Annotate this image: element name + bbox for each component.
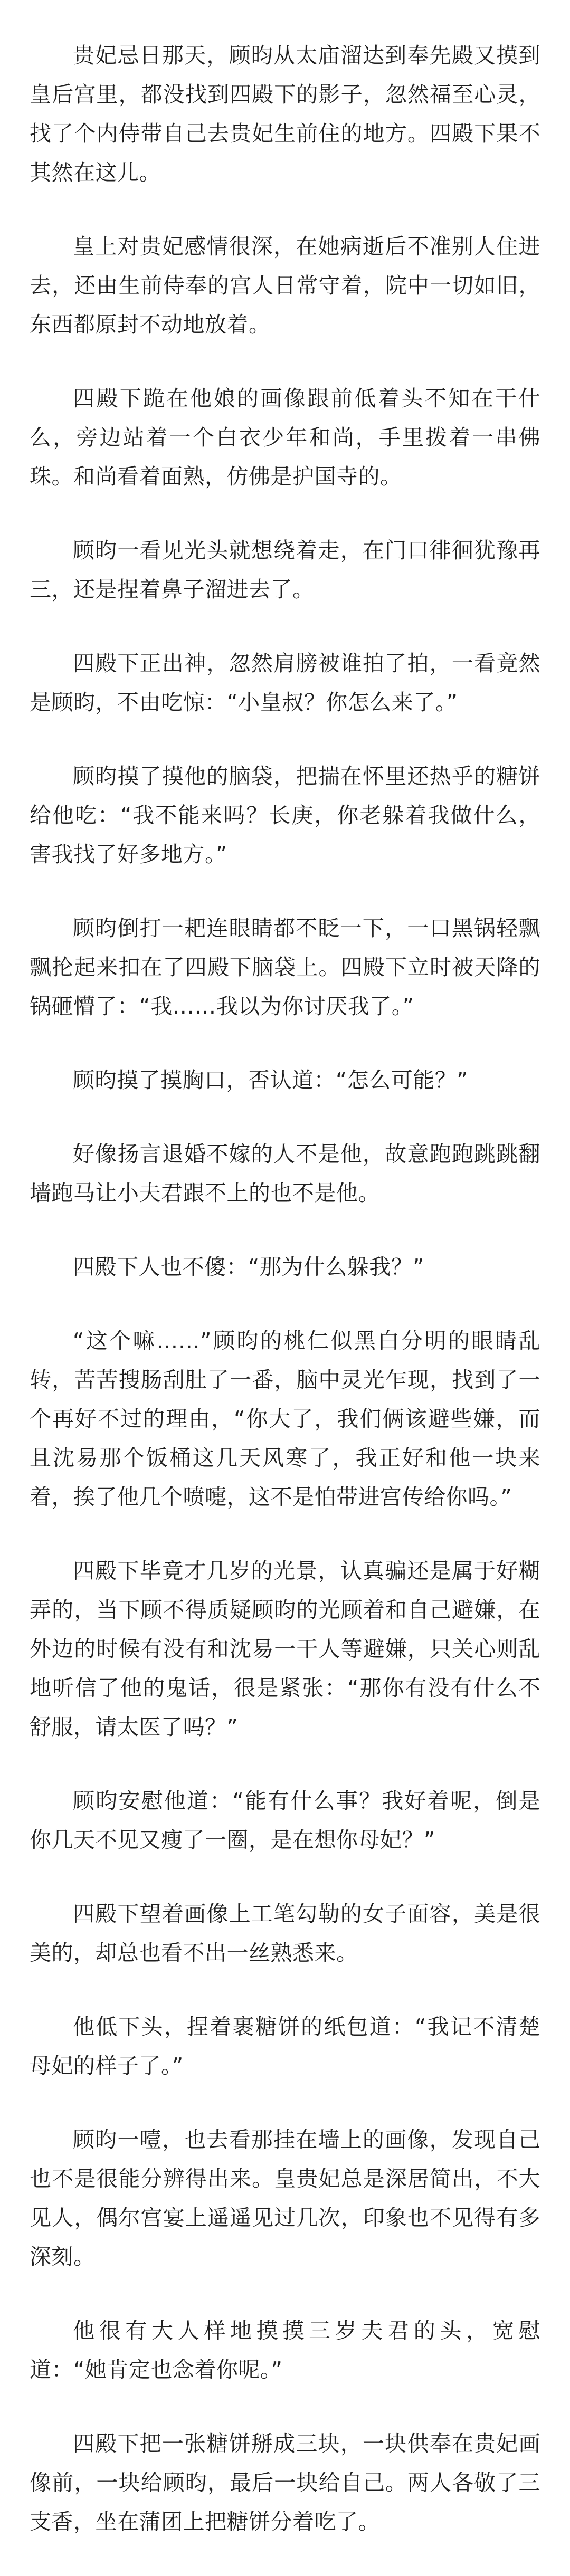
paragraph: 四殿下跪在他娘的画像跟前低着头不知在干什么，旁边站着一个白衣少年和尚，手里拨着一串佛珠。和尚看着面熟，仿佛是护国寺的。	[30, 386, 540, 489]
paragraph: 好像扬言退婚不嫁的人不是他，故意跑跑跳跳翻墙跑马让小夫君跟不上的也不是他。	[30, 1141, 540, 1206]
paragraph: 四殿下把一张糖饼掰成三块，一块供奉在贵妃画像前，一块给顾昀，最后一块给自己。两人各敬了三支香，坐在蒲团上把糖饼分着吃了。	[30, 2431, 540, 2534]
paragraph: 四殿下正出神，忽然肩膀被谁拍了拍，一看竟然是顾昀，不由吃惊：“小皇叔？你怎么来了。”	[30, 651, 540, 715]
paragraph: 他低下头，捏着裹糖饼的纸包道：“我记不清楚母妃的样子了。”	[30, 2014, 540, 2078]
paragraph: 皇上对贵妃感情很深，在她病逝后不准别人住进去，还由生前侍奉的宫人日常守着，院中一切如旧，东西都原封不动地放着。	[30, 234, 540, 337]
paragraph: 四殿下毕竟才几岁的光景，认真骗还是属于好糊弄的，当下顾不得质疑顾昀的光顾着和自己避嫌，在外边的时候有没有和沈易一干人等避嫌，只关心则乱地听信了他的鬼话，很是紧张：“那你有没有什么不舒服，请太医了吗？”	[30, 1558, 540, 1740]
article-body	[30, 36, 540, 2576]
paragraph: 顾昀一噎，也去看那挂在墙上的画像，发现自己也不是很能分辨得出来。皇贵妃总是深居简出，不大见人，偶尔宫宴上遥遥见过几次，印象也不见得有多深刻。	[30, 2127, 540, 2269]
paragraph: 他很有大人样地摸摸三岁夫君的头，宽慰道：“她肯定也念着你呢。”	[30, 2318, 540, 2382]
paragraph: 顾昀摸了摸他的脑袋，把揣在怀里还热乎的糖饼给他吃：“我不能来吗？长庚，你老躲着我做什么，害我找了好多地方。”	[30, 764, 540, 867]
paragraph: 顾昀倒打一耙连眼睛都不眨一下，一口黑锅轻飘飘抡起来扣在了四殿下脑袋上。四殿下立时被天降的锅砸懵了：“我……我以为你讨厌我了。”	[30, 915, 540, 1019]
paragraph: 顾昀摸了摸胸口，否认道：“怎么可能？”	[73, 1067, 468, 1093]
paragraph: 四殿下人也不傻：“那为什么躲我？”	[73, 1254, 424, 1280]
paragraph: 顾昀安慰他道：“能有什么事？我好着呢，倒是你几天不见又瘦了一圈，是在想你母妃？”	[30, 1788, 540, 1853]
paragraph: 顾昀一看见光头就想绕着走，在门口徘徊犹豫再三，还是捏着鼻子溜进去了。	[30, 538, 540, 602]
paragraph: “这个嘛……”顾昀的桃仁似黑白分明的眼睛乱转，苦苦搜肠刮肚了一番，脑中灵光乍现，找到了一个再好不过的理由，“你大了，我们俩该避些嫌，而且沈易那个饭桶这几天风寒了，我正好和他一块来着，挨了他几个喷嚏，这不是怕带进宫传给你吗。”	[30, 1328, 540, 1510]
paragraph: 四殿下望着画像上工笔勾勒的女子面容，美是很美的，却总也看不出一丝熟悉来。	[30, 1901, 540, 1966]
paragraph: 贵妃忌日那天，顾昀从太庙溜达到奉先殿又摸到皇后宫里，都没找到四殿下的影子，忽然福至心灵，找了个内侍带自己去贵妃生前住的地方。四殿下果不其然在这儿。	[30, 43, 540, 185]
